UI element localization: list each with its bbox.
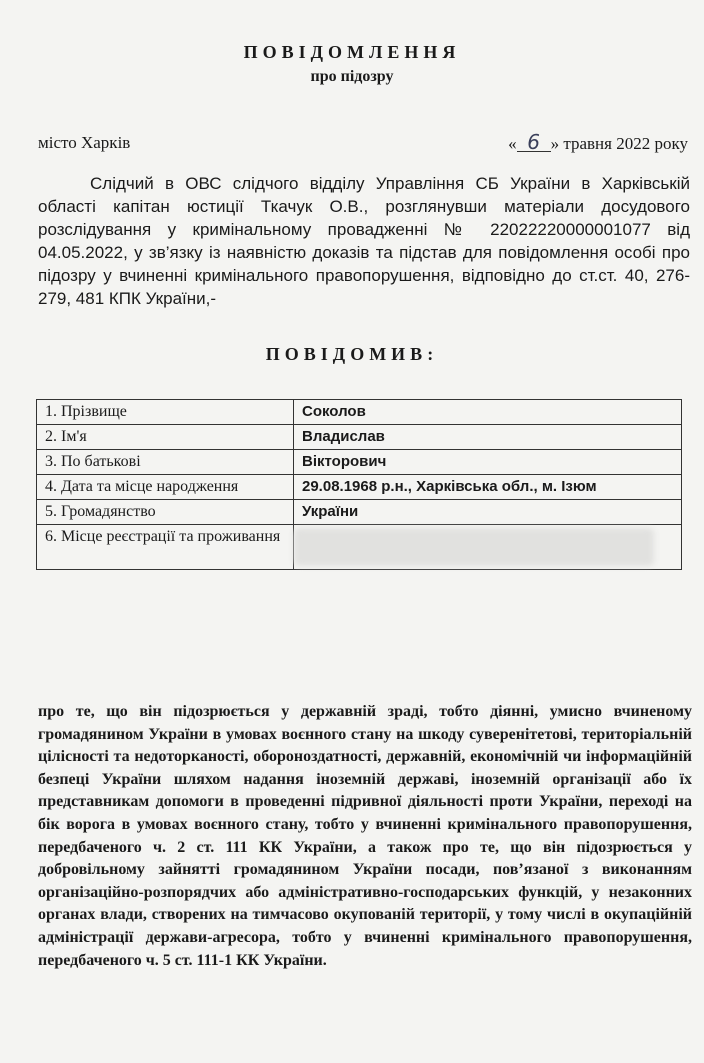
table-row <box>37 500 682 525</box>
row-label: 3. По батькові <box>37 450 294 475</box>
redaction-blur <box>294 528 654 566</box>
row-value: Соколов <box>294 400 682 425</box>
row-label: 5. Громадянство <box>37 500 294 525</box>
table-row <box>37 425 682 450</box>
table-row <box>37 400 682 425</box>
notified-heading: ПОВІДОМИВ: <box>265 344 439 364</box>
document-title: ПОВІДОМЛЕННЯ <box>243 42 461 62</box>
date-month-year: » травня 2022 року <box>550 134 688 153</box>
table-row <box>37 475 682 500</box>
date-open-quote: « <box>508 134 517 153</box>
redacted-address <box>294 525 682 570</box>
row-value: Владислав <box>294 425 682 450</box>
intro-paragraph: Слідчий в ОВС слідчого відділу Управління СБ України в Харківській області капітан юстиції Ткачук О.В., розглянувши матеріали досудового розслідування у кримінальному провадженні № 22022220000001077 від 04.05.2022, у зв’язку із наявністю доказів та підстав для повідомлення особі про підозру у вчиненні кримінального правопорушення, відповідно до ст.ст. 40, 276-279, 481 КПК України,- <box>38 174 690 308</box>
table-row <box>37 525 682 570</box>
row-label: 4. Дата та місце народження <box>37 475 294 500</box>
row-value: України <box>294 500 682 525</box>
row-value: 29.08.1968 р.н., Харківська обл., м. Ізюм <box>294 475 682 500</box>
date-day-handwritten: 6 <box>517 133 551 152</box>
row-label: 1. Прізвище <box>37 400 294 425</box>
row-label: 2. Ім'я <box>37 425 294 450</box>
document-date <box>508 130 688 154</box>
city-label: місто Харків <box>38 133 131 152</box>
document-subtitle: про підозру <box>310 68 394 85</box>
row-label: 6. Місце реєстрації та проживання <box>37 525 294 570</box>
suspicion-body-text: про те, що він підозрюється у державній зраді, тобто діянні, умисно вчиненому громадянином України в умовах воєнного стану на шкоду суверенітетові, територіальній цілісності та недоторканості, обороноздатності, державній, економічній чи інформаційній безпеці України шляхом надання іноземній державі, іноземній організації або їх представникам допомоги в проведенні підривної діяльності проти України, переході на бік ворога в умовах воєнного стану, тобто у вчиненні кримінального правопорушення, передбаченого ч. 2 ст. 111 КК України, а також про те, що він підозрюється у добровільному зайнятті громадянином України посади, пов’язаної з виконанням організаційно-розпорядчих або адміністративно-господарських функцій, у незаконних органах влади, створених на тимчасово окупованій території, у тому числі в окупаційній адміністрації держави-агресора, тобто у вчиненні кримінального правопорушення, передбаченого ч. 5 ст. 111-1 КК України. <box>38 703 692 969</box>
row-value: Вікторович <box>294 450 682 475</box>
suspect-info-table <box>36 399 682 570</box>
table-row <box>37 450 682 475</box>
